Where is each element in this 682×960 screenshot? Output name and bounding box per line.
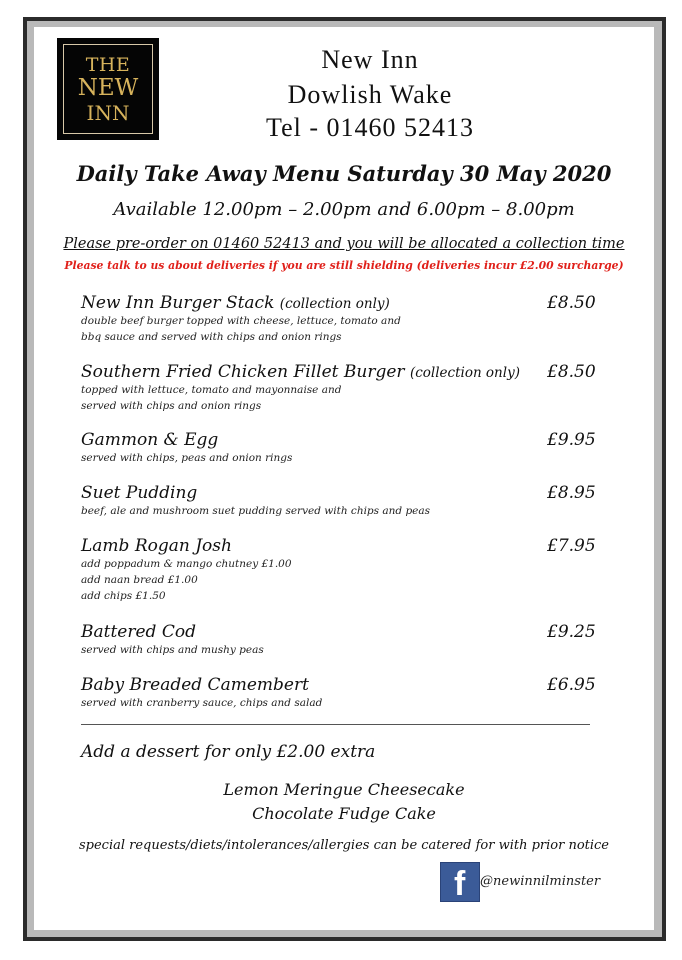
item-price: £8.95 (547, 483, 596, 503)
preorder-notice: Please pre-order on 01460 52413 and you will be allocated a collection time (63, 236, 625, 252)
item-description: double beef burger topped with cheese, lettuce, tomato and (81, 315, 401, 327)
item-name: Gammon & Egg (81, 430, 219, 450)
pub-telephone: Tel - 01460 52413 (266, 113, 474, 142)
item-description: served with cranberry sauce, chips and salad (81, 697, 323, 709)
divider (81, 724, 590, 725)
item-description: bbq sauce and served with chips and onion rings (81, 331, 342, 343)
dessert-option: Lemon Meringue Cheesecake (223, 780, 465, 799)
special-requests-note: special requests/diets/intolerances/allergies can be catered for with prior notice (78, 838, 610, 853)
item-name: Suet Pudding (81, 483, 198, 503)
item-name: Lamb Rogan Josh (81, 536, 232, 556)
item-description: served with chips, peas and onion rings (81, 452, 293, 464)
item-price: £8.50 (547, 362, 596, 382)
item-name: Baby Breaded Camembert (81, 675, 309, 695)
menu-item (81, 362, 601, 414)
item-description: add chips £1.50 (81, 590, 166, 602)
dessert-heading: Add a dessert for only £2.00 extra (81, 742, 376, 762)
menu-item (81, 675, 601, 711)
facebook-icon[interactable] (440, 862, 480, 902)
availability-hours: Available 12.00pm – 2.00pm and 6.00pm – 8.00pm (113, 199, 575, 220)
item-description: add poppadum & mango chutney £1.00 (81, 558, 292, 570)
delivery-notice: Please talk to us about deliveries if you are still shielding (deliveries incur £2.00 surcharge) (64, 259, 624, 272)
item-price: £6.95 (547, 675, 596, 695)
item-note: (collection only) (279, 296, 390, 312)
item-description: topped with lettuce, tomato and mayonnaise and (81, 384, 342, 396)
facebook-glyph: f (454, 865, 466, 903)
item-price: £7.95 (547, 536, 596, 556)
item-price: £9.95 (547, 430, 596, 450)
menu-item (81, 430, 601, 466)
logo-line-1: THE (85, 53, 131, 76)
menu-title: Daily Take Away Menu Saturday 30 May 2020 (76, 161, 612, 186)
item-name: Southern Fried Chicken Fillet Burger (81, 362, 405, 382)
logo-line-2: NEW (77, 74, 139, 101)
menu-item (81, 536, 601, 604)
facebook-handle[interactable]: @newinnilminster (480, 874, 601, 889)
item-name: Battered Cod (81, 622, 196, 642)
item-price: £9.25 (547, 622, 596, 642)
item-price: £8.50 (547, 293, 596, 313)
item-note: (collection only) (409, 365, 520, 381)
item-description: served with chips and onion rings (81, 400, 262, 412)
new-inn-logo (57, 38, 159, 140)
menu-item (81, 622, 601, 658)
menu-item (81, 483, 601, 519)
item-description: beef, ale and mushroom suet pudding served with chips and peas (81, 505, 431, 517)
item-description: add naan bread £1.00 (81, 574, 198, 586)
dessert-option: Chocolate Fudge Cake (252, 804, 436, 823)
menu-item (81, 293, 601, 345)
item-description: served with chips and mushy peas (81, 644, 264, 656)
item-name: New Inn Burger Stack (81, 293, 275, 313)
logo-line-3: INN (86, 100, 130, 125)
pub-name: New Inn (321, 45, 419, 74)
pub-location: Dowlish Wake (287, 80, 453, 109)
